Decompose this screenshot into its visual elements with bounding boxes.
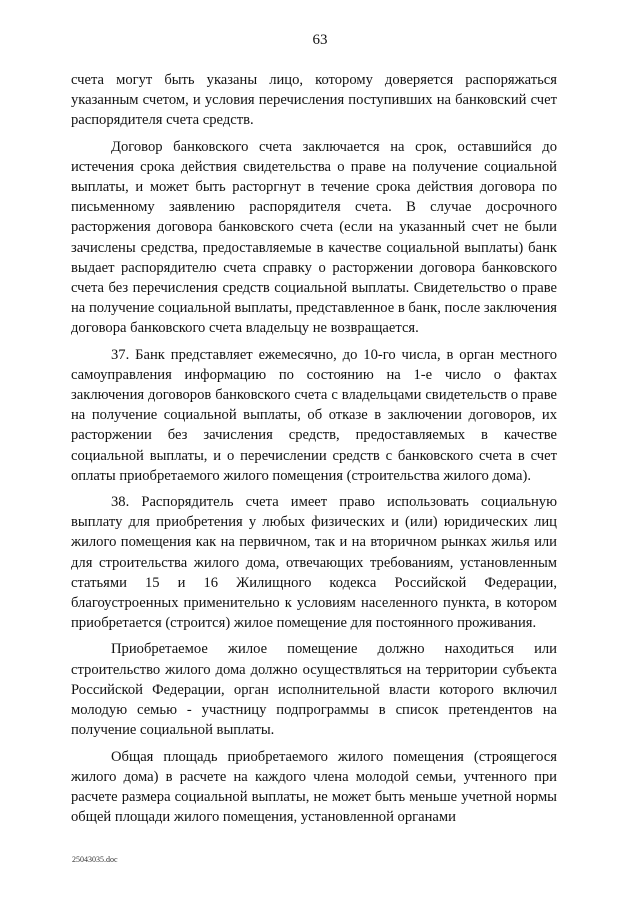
paragraph-continuation: счета могут быть указаны лицо, которому доверяется распоряжаться указанным счетом, и условия перечисления поступивших на банковский счет распорядителя счета средств. [71,72,557,129]
paragraph-total-area: Общая площадь приобретаемого жилого помещения (строящегося жилого дома) в расчете на каждого члена молодой семьи, учтенного при расчете размера социальной выплаты, не может быть меньше учетной нормы общей площади жилого помещения, установленной органами [71,748,557,826]
paragraph-housing-location: Приобретаемое жилое помещение должно находиться или строительство жилого дома должно осуществляться на территории субъекта Российской Федерации, орган исполнительной власти которого включил молодую семью - участницу подпрограммы в список претендентов на получение социальной выплаты. [71,641,557,739]
paragraph-item-37: 37. Банк представляет ежемесячно, до 10-го числа, в орган местного самоуправления информацию по состоянию на 1-е число о фактах заключения договоров банковского счета с владельцами свидетельств о праве на получение социальной выплаты, об отказе в заключении договоров, их расторжении без зачисления средств, предоставляемых в качестве социальной выплаты, и о перечислении средств с банковского счета в счет оплаты приобретаемого жилого помещения (строительства жилого дома). [71,346,557,484]
document-body [71,70,557,833]
paragraph-bank-account-contract: Договор банковского счета заключается на срок, оставшийся до истечения срока действия свидетельства о праве на получение социальной выплаты, и может быть расторгнут в течение срока действия договора по письменному заявлению распорядителя счета. В случае досрочного расторжения договора банковского счета (если на указанный счет не были зачислены средства, предоставляемые в качестве социальной выплаты) банк выдает распорядителю счета справку о расторжении договора банковского счета без перечисления средств социальной выплаты. Свидетельство о праве на получение социальной выплаты, представленное в банк, после заключения договора банковского счета владельцу не возвращается. [71,138,557,337]
paragraph-item-38: 38. Распорядитель счета имеет право использовать социальную выплату для приобретения у любых физических и (или) юридических лиц жилого помещения как на первичном, так и на вторичном рынках жилья или для строительства жилого дома, отвечающих требованиям, установленным статьями 15 и 16 Жилищного кодекса Российской Федерации, благоустроенных применительно к условиям населенного пункта, в котором приобретается (строится) жилое помещение для постоянного проживания. [71,494,557,632]
page-number: 63 [312,32,328,48]
footer-file-name: 25043035.doc [72,855,118,864]
